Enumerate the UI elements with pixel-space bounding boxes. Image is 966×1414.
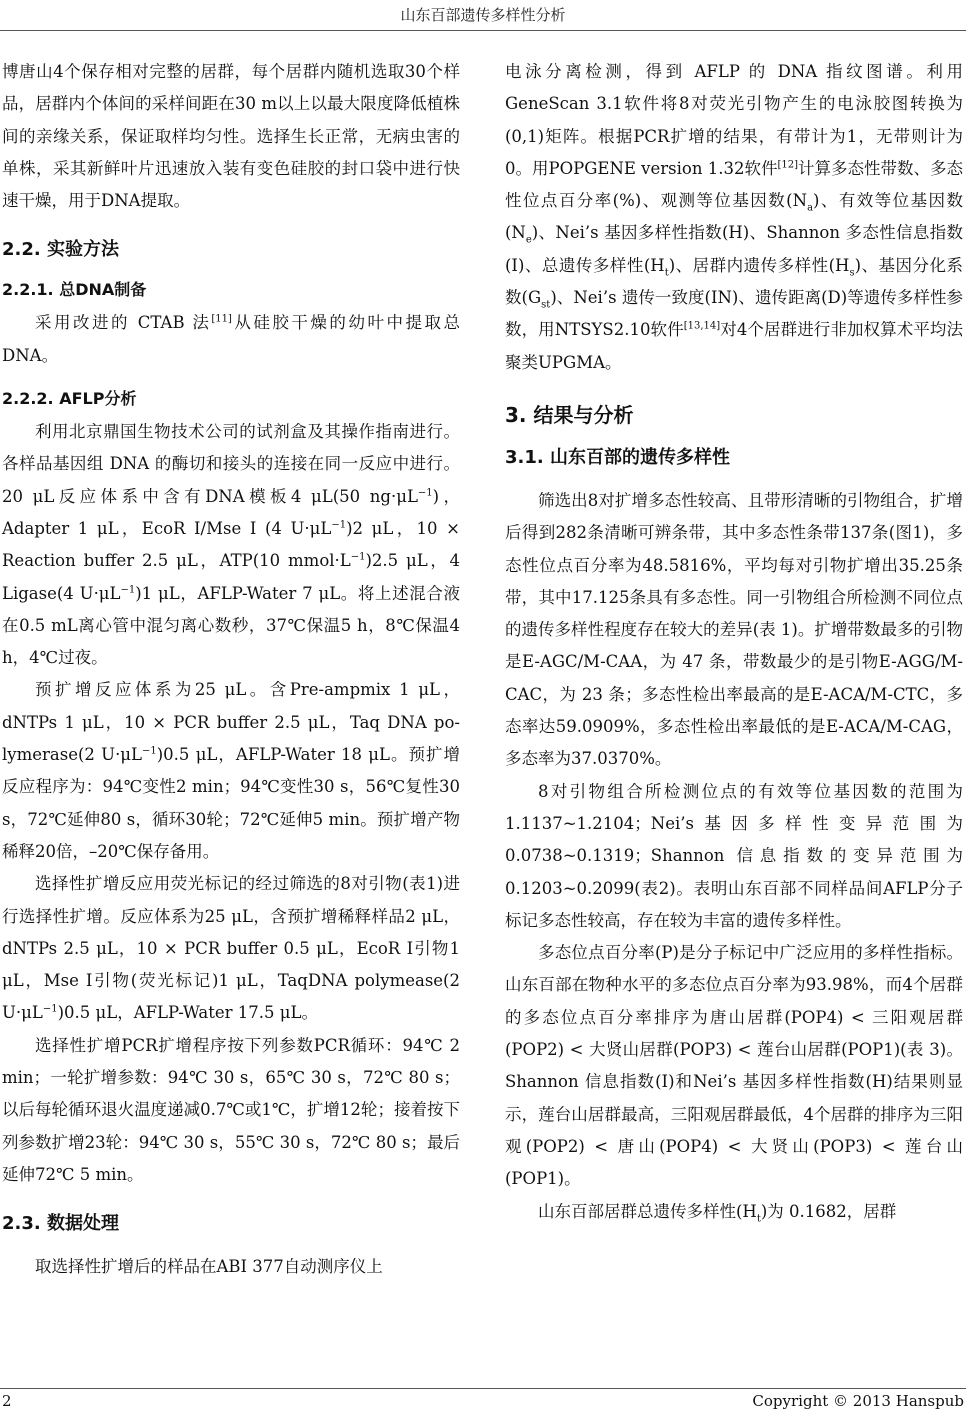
heading-3: 3. 结果与分析 (505, 402, 634, 427)
footer-rule (0, 1388, 966, 1389)
paragraph-total-diversity: 山东百部居群总遗传多样性$(H_t)$为 0.1682，居群 (538, 1201, 897, 1224)
left-column (2, 56, 460, 1284)
paragraph-dna-extraction: 采用改进的 CTAB 法[11]从硅胶干燥的幼叶中提取总DNA。 (2, 313, 460, 365)
running-title: 山东百部遗传多样性分析 (400, 6, 566, 24)
paragraph-aflp-ligation: 利用北京鼎国生物技术公司的试剂盒及其操作指南进行。各样品基因组 DNA 的酶切和接头的连接在同一反应中进行。20 μL反应体系中含有DNA模板4 μL(50 $ng\cdot\mu L^{-1}$)，Adapter 1 μL，EcoR I/Mse I (4 $U\cdot\mu L^{-1})2$ μL，10 × Reaction buffer 2.5 μL，ATP(10 $mmol\cdot L^{-1})2.5$ μL，4 Ligase(4 $U\cdot\mu L^{-1})1$ μL，AFLP-Water 7 μL。将上述混合液在0.5 mL离心管中混匀离心数秒，37℃保温5 h，8℃保温4 h，4℃过夜。 (2, 422, 460, 668)
heading-2-2-2: 2.2.2. AFLP分析 (2, 389, 137, 409)
heading-2-2: 2.2. 实验方法 (2, 239, 119, 261)
paragraph-diversity-range: 8对引物组合所检测位点的有效等位基因数的范围为1.1137~1.2104；Nei’s基因多样性变异范围为0.0738~0.1319；Shannon 信息指数的变异范围为 0.1203~0.2099(表2)。表明山东百部不同样品间AFLP分子标记多态性较高，存在较为丰富的遗传多样性。 (505, 781, 963, 930)
paragraph-polymorphic-loci: 多态位点百分率(P)是分子标记中广泛应用的多样性指标。山东百部在物种水平的多态位点百分率为93.98%，而4个居群的多态位点百分率排序为唐山居群(POP4) < 三阳观居群(POP2) < 大贤山居群(POP3) < 莲台山居群(POP1)(表 3)。Shannon 信息指数(I)和Nei’s 基因多样性指数(H)结果则显示，莲台山居群最高，三阳观居群最低，4个居群的排序为三阳观(POP2) < 唐山(POP4) < 大贤山(POP3) < 莲台山(POP1)。 (505, 943, 963, 1189)
paragraph-preamplification: 预扩增反应体系为25 μL。含Pre-ampmix 1 μL，dNTPs 1 μL，10 × PCR buffer 2.5 μL，Taq DNA po-lymerase(2 $U\cdot\mu L^{-1})0.5$ μL，AFLP-Water 18 μL。预扩增反应程序为：94℃变性2 min；94℃变性30 s，56℃复性30 s，72℃延伸80 s，循环30轮；72℃延伸5 min。预扩增产物稀释20倍，–20℃保存备用。 (2, 680, 460, 861)
right-column (505, 56, 963, 1228)
heading-3-1: 3.1. 山东百部的遗传多样性 (505, 446, 730, 468)
paragraph-analysis-software: 电泳分离检测，得到 AFLP 的 DNA 指纹图谱。利用GeneScan 3.1软件将8对荧光引物产生的电泳胶图转换为(0,1)矩阵。根据PCR扩增的结果，有带计为1，无带则计为0。用POPGENE version 1.32软件[12]计算多态性带数、多态性位点百分率(%)、观测等位基因数$(N_a)$、有效等位基因数$(N_e)$、Nei’s 基因多样性指数(H)、Shannon 多态性信息指数(I)、总遗传多样性$(H_t)$、居群内遗传多样性$(H_s)$、基因分化系数$(G_{st})$、Nei’s 遗传一致度(IN)、遗传距离(D)等遗传多样性参数，用NTSYS2.10软件[13,14]对4个居群进行非加权算术平均法聚类UPGMA。 (505, 62, 964, 372)
heading-2-2-1: 2.2.1. 总DNA制备 (2, 280, 147, 300)
paragraph-selective-amplification: 选择性扩增反应用荧光标记的经过筛选的8对引物(表1)进行选择性扩增。反应体系为25 μL，含预扩增稀释样品2 μL，dNTPs 2.5 μL，10 × PCR buffer 0.5 μL，EcoR I引物1 μL，Mse I引物(荧光标记)1 μL，TaqDNA polymease(2 $U\cdot\mu L^{-1})0.5$ μL，AFLP-Water 17.5 μL。 (2, 874, 460, 1023)
paragraph-pcr-program: 选择性扩增PCR扩增程序按下列参数PCR循环：94℃ 2 min；一轮扩增参数：94℃ 30 s，65℃ 30 s，72℃ 80 s；以后每轮循环退火温度递减0.7℃或1℃，扩增12轮；接着按下列参数扩增23轮：94℃ 30 s，55℃ 30 s，72℃ 80 s；最后延伸72℃ 5 min。 (2, 1035, 460, 1184)
citation-13-14: [13,14] (683, 320, 721, 332)
paragraph-sampling: 博唐山4个保存相对完整的居群，每个居群内随机选取30个样品，居群内个体间的采样间距在30 m以上以最大限度降低植株间的亲缘关系，保证取样均匀性。选择生长正常，无病虫害的单株，采其新鲜叶片迅速放入装有变色硅胶的封口袋中进行快速干燥，用于DNA提取。 (2, 62, 460, 211)
copyright-notice: Copyright © 2013 Hanspub (752, 1392, 964, 1410)
paragraph-primer-results: 筛选出8对扩增多态性较高、且带形清晰的引物组合，扩增后得到282条清晰可辨条带，其中多态性条带137条(图1)，多态性位点百分率为48.5816%，平均每对引物扩增出35.25条带，其中17.125条具有多态性。同一引物组合所检测不同位点的遗传多样性程度存在较大的差异(表 1)。扩增带数最多的引物是E-AGC/M-CAA，为 47 条，带数最少的是引物E-AGG/M-CAC，为 23 条；多态性检出率最高的是E-ACA/M-CTC，多态率达59.0909%，多态性检出率最低的是E-ACA/M-CAG，多态率为37.0370%。 (505, 490, 963, 769)
header-rule (0, 30, 966, 31)
citation-12: [12] (777, 159, 798, 171)
page-number: 2 (2, 1392, 12, 1410)
citation-11: [11] (211, 313, 232, 325)
heading-2-3: 2.3. 数据处理 (2, 1213, 119, 1235)
paragraph-data-processing: 取选择性扩增后的样品在ABI 377自动测序仪上 (35, 1257, 383, 1277)
